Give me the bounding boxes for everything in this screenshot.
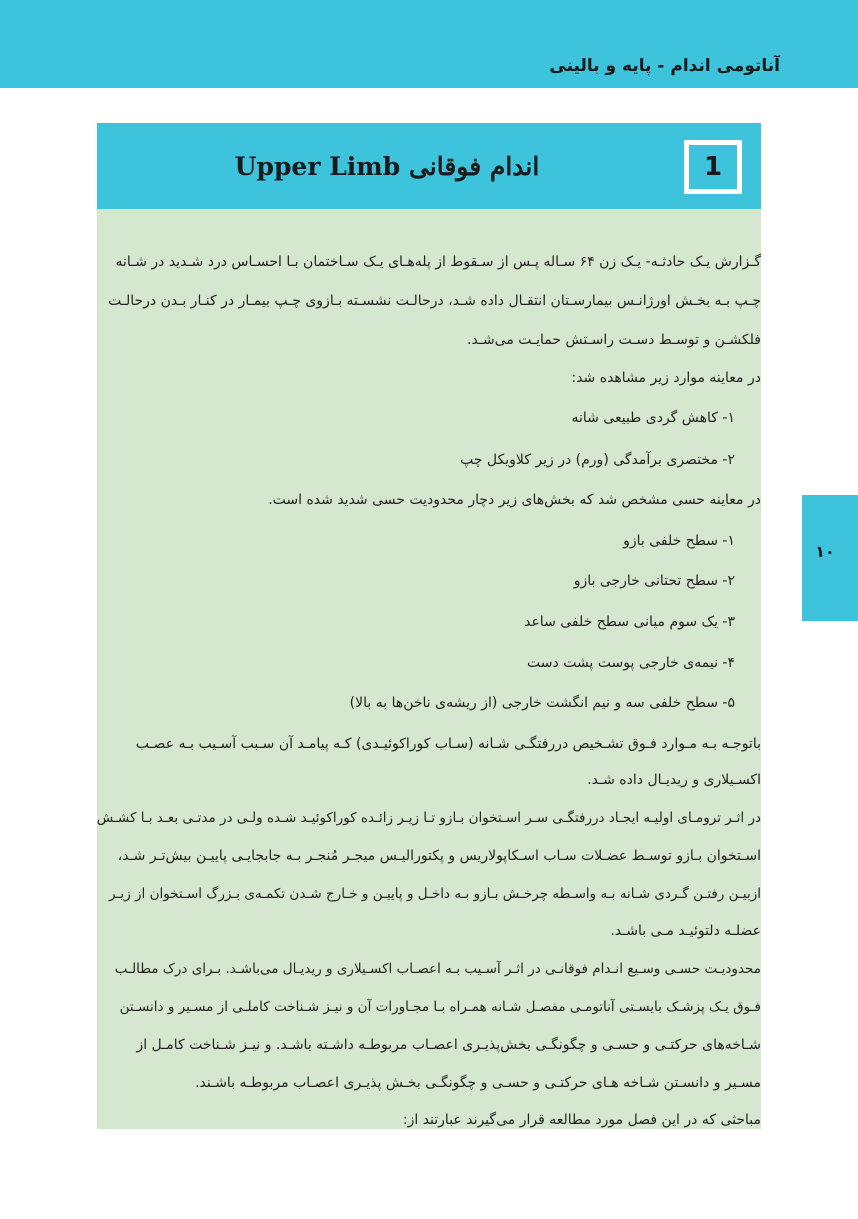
paragraph-line: محدودیـت حسـی وسـیع انـدام فوقانـی در اثـر آسـیب بـه اعصـاب اکسـیلاری و ریدیـال می‌باشـد. بـرای درک مطالـب: [114, 961, 761, 977]
chapter-title: اندام فوقانی Upper Limb: [234, 151, 540, 181]
chapter-number-box: [684, 140, 742, 194]
paragraph-line: فـوق یـک پزشـک بایسـتی آناتومـی مفصـل شـانه همـراه بـا مجـاورات آن و نیـز شـناخت کاملـی از مسـیر و دانسـتن: [119, 999, 761, 1015]
paragraph-line: ازبیـن رفتـن گـردی شـانه بـه واسـطه چرخـش بـازو بـه داخـل و پاییـن و خـارج شـدن تکمـه‌ی بـزرگ اسـتخوان از زیـر: [109, 886, 761, 902]
running-title: آناتومی اندام - پایه و بالینی: [549, 56, 780, 76]
list-item: ۵- سطح خلفی سه و نیم انگشت خارجی (از ریشه‌ی ناخن‌ها به بالا): [349, 695, 735, 711]
paragraph-line: فلکشـن و توسـط دسـت راسـتش حمایـت می‌شـد.: [467, 332, 761, 348]
paragraph-line: در اثـر ترومـای اولیـه ایجـاد دررفتگـی سـر اسـتخوان بـازو تـا زیـر زائـده کوراکوئیـد شـده ولـی در مدتـی بعـد بـا کشـش: [96, 810, 761, 826]
paragraph-line: اسـتخوان بـازو توسـط عضـلات سـاب اسـکاپولاریس و پکتورالیـس میجـر مُنجـر بـه جابجایـی پاییـن بیش‌تـر شـد،: [117, 848, 761, 864]
paragraph-line: مسـیر و دانسـتن شـاخه هـای حرکتـی و حسـی و چگونگـی بخـش پذیـری اعصـاب مربوطـه باشـند.: [195, 1075, 761, 1091]
list-item: ۱- سطح خلفی بازو: [623, 533, 735, 549]
chapter-header: [97, 123, 761, 209]
page-number-tab: [802, 495, 858, 621]
paragraph-line: مباحثی که در این فصل مورد مطالعه قرار می‌گیرند عبارتند از:: [402, 1112, 761, 1128]
paragraph-line: چـپ بـه بخـش اورژانـس بیمارسـتان انتقـال داده شـد، درحالـت نشسـته بـازوی چـپ بیمـار در کنـار بـدن درحالـت: [108, 293, 761, 309]
list-item: ۲- مختصری برآمدگی (ورم) در زیر کلاویکل چپ: [460, 452, 735, 468]
list-item: ۴- نیمه‌ی خارجی پوست پشت دست: [527, 655, 735, 671]
paragraph-line: اکسـیلاری و ریدیـال داده شـد.: [587, 772, 761, 788]
paragraph-line: در معاینه حسی مشخص شد که بخش‌های زیر دچار محدودیت حسی شدید شده است.: [268, 492, 761, 508]
list-item: ۱- کاهش گردی طبیعی شانه: [571, 410, 735, 426]
top-header-band: [0, 0, 858, 88]
list-item: ۲- سطح تحتانی خارجی بازو: [573, 573, 735, 589]
page-number: ۱۰: [815, 542, 835, 561]
paragraph-line: عضلـه دلتوئیـد مـی باشـد.: [610, 923, 761, 939]
paragraph-line: شـاخه‌های حرکتـی و حسـی و چگونگـی بخش‌پذیـری اعصـاب مربوطـه داشـته باشـد. و نیـز شـناخت کامـل از: [136, 1037, 761, 1053]
list-item: ۳- یک سوم میانی سطح خلفی ساعد: [524, 614, 735, 630]
chapter-number: 1: [689, 145, 737, 189]
paragraph-line: باتوجـه بـه مـوارد فـوق تشـخیص دررفتگـی شـانه (سـاب کوراکوئیـدی) کـه پیامـد آن سـبب آسـیب بـه عصـب: [135, 736, 761, 752]
paragraph-line: در معاینه موارد زیر مشاهده شد:: [571, 370, 761, 386]
paragraph-line: گـزارش یـک حادثـه- یـک زن ۶۴ سـاله پـس از سـقوط از پله‌هـای یـک سـاختمان بـا احسـاس درد شـدید در شـانه: [115, 254, 761, 270]
